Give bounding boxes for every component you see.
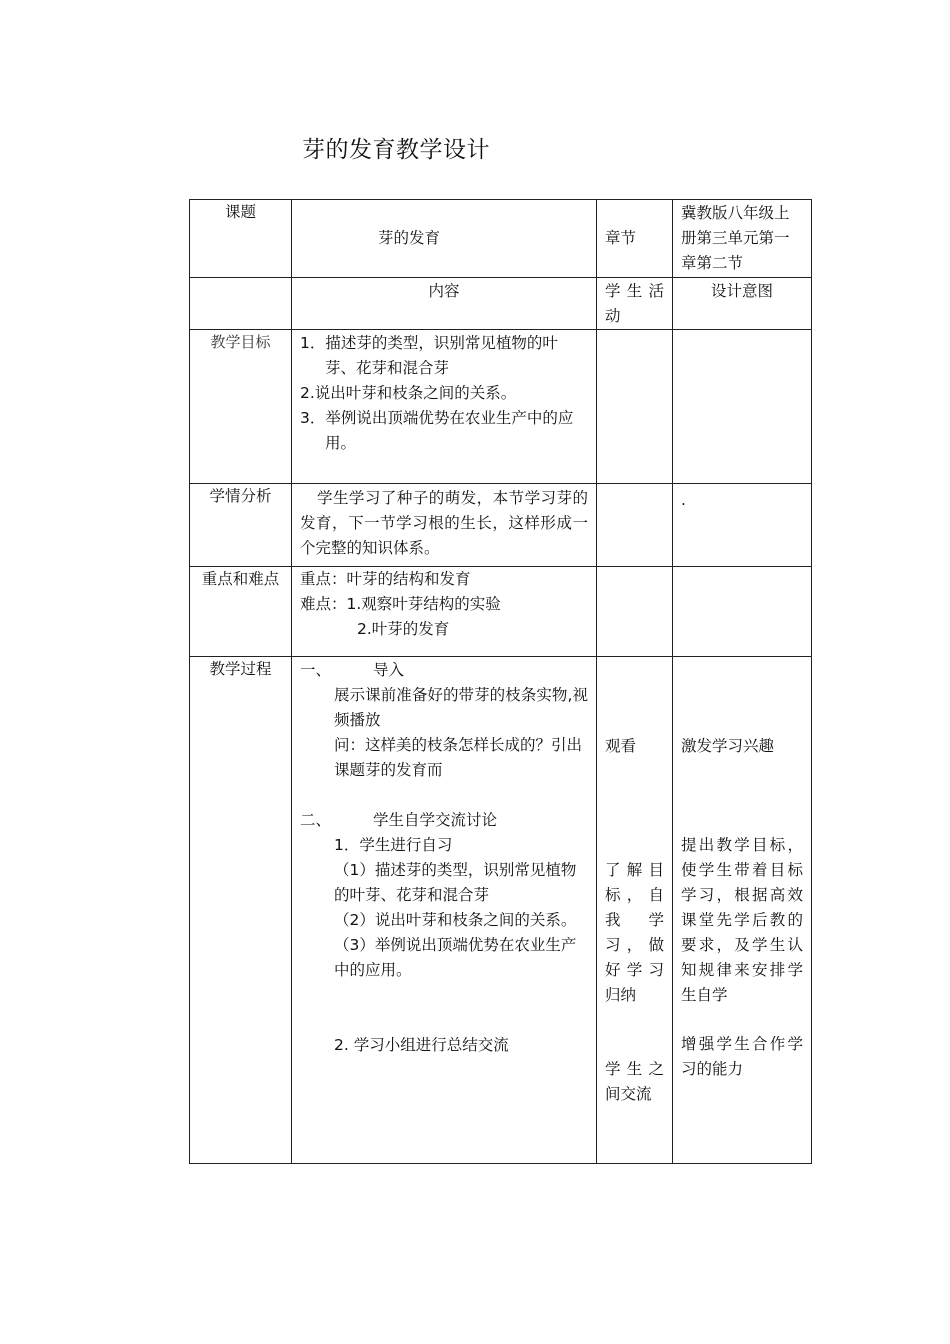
analysis-activity (597, 484, 673, 567)
objectives-content (292, 330, 597, 484)
objective-item-1: 1．描述芽的类型，识别常见植物的叶芽、花芽和混合芽 (300, 334, 558, 377)
section2-heading (300, 808, 588, 833)
row-headers (190, 278, 812, 330)
intent-cooperation: 增强学生合作学习的能力 (681, 1035, 803, 1078)
label-process: 教学过程 (190, 657, 292, 1164)
objective-item-3: 3．举例说出顶端优势在农业生产中的应用。 (300, 409, 574, 452)
row-process (190, 657, 812, 1164)
keypoints-activity (597, 567, 673, 657)
document-title: 芽的发育教学设计 (302, 137, 490, 163)
step-1-b: （2）说出叶芽和枝条之间的关系。 (334, 911, 577, 929)
section2-number: 二、 (300, 811, 332, 829)
section1-paragraph-2: 问：这样美的枝条怎样长成的？引出课题芽的发育而 (334, 736, 583, 779)
section1-number: 一、 (300, 661, 332, 679)
header-activity: 学 生 活动 (597, 278, 673, 330)
row-analysis (190, 484, 812, 567)
row-topic (190, 200, 812, 278)
process-activity (597, 657, 673, 1164)
header-empty (190, 278, 292, 330)
analysis-intent (673, 484, 812, 567)
chapter-value: 冀教版八年级上册第三单元第一章第二节 (673, 200, 812, 278)
objectives-activity (597, 330, 673, 484)
keypoints-content (292, 567, 597, 657)
header-content: 内容 (292, 278, 597, 330)
analysis-text: 学生学习了种子的萌发，本节学习芽的发育，下一节学习根的生长，这样形成一个完整的知识体系。 (300, 489, 588, 557)
keypoints-intent (673, 567, 812, 657)
topic-value: 芽的发育 (292, 200, 597, 278)
row-keypoints (190, 567, 812, 657)
section1-paragraph-1: 展示课前准备好的带芽的枝条实物,视频播放 (334, 686, 588, 729)
objectives-intent (673, 330, 812, 484)
section2-title: 学生自学交流讨论 (373, 811, 498, 829)
header-intent: 设计意图 (673, 278, 812, 330)
step-2: 2. 学习小组进行总结交流 (334, 1036, 509, 1054)
analysis-content (292, 484, 597, 567)
label-topic: 课题 (190, 200, 292, 278)
activity-self-study: 了解目标，自我学习，做好学习归纳 (605, 861, 664, 1004)
activity-watch: 观看 (605, 737, 637, 755)
label-chapter: 章节 (597, 200, 673, 278)
objective-item-2: 2.说出叶芽和枝条之间的关系。 (300, 384, 517, 402)
lesson-plan-table (189, 199, 812, 1164)
key-point: 重点：叶芽的结构和发育 (300, 570, 471, 588)
step-1-a: （1）描述芽的类型，识别常见植物的叶芽、花芽和混合芽 (334, 861, 577, 904)
label-objectives: 教学目标 (190, 330, 292, 484)
section1-heading (300, 658, 588, 683)
intent-objectives: 提出教学目标，使学生带着目标学习，根据高效课堂先学后教的要求，及学生认知规律来安排学生自学 (681, 836, 803, 1004)
difficult-point-1: 难点：1.观察叶芽结构的实验 (300, 595, 501, 613)
step-1: 1．学生进行自习 (334, 836, 453, 854)
row-objectives (190, 330, 812, 484)
label-analysis: 学情分析 (190, 484, 292, 567)
process-intent (673, 657, 812, 1164)
intent-interest: 激发学习兴趣 (681, 737, 775, 755)
activity-exchange: 学生之间交流 (605, 1060, 664, 1103)
analysis-intent-mark: . (681, 491, 686, 509)
difficult-point-2: 2.叶芽的发育 (357, 620, 450, 638)
label-keypoints: 重点和难点 (190, 567, 292, 657)
step-1-c: （3）举例说出顶端优势在农业生产中的应用。 (334, 936, 577, 979)
section1-title: 导入 (373, 661, 405, 679)
process-content (292, 657, 597, 1164)
